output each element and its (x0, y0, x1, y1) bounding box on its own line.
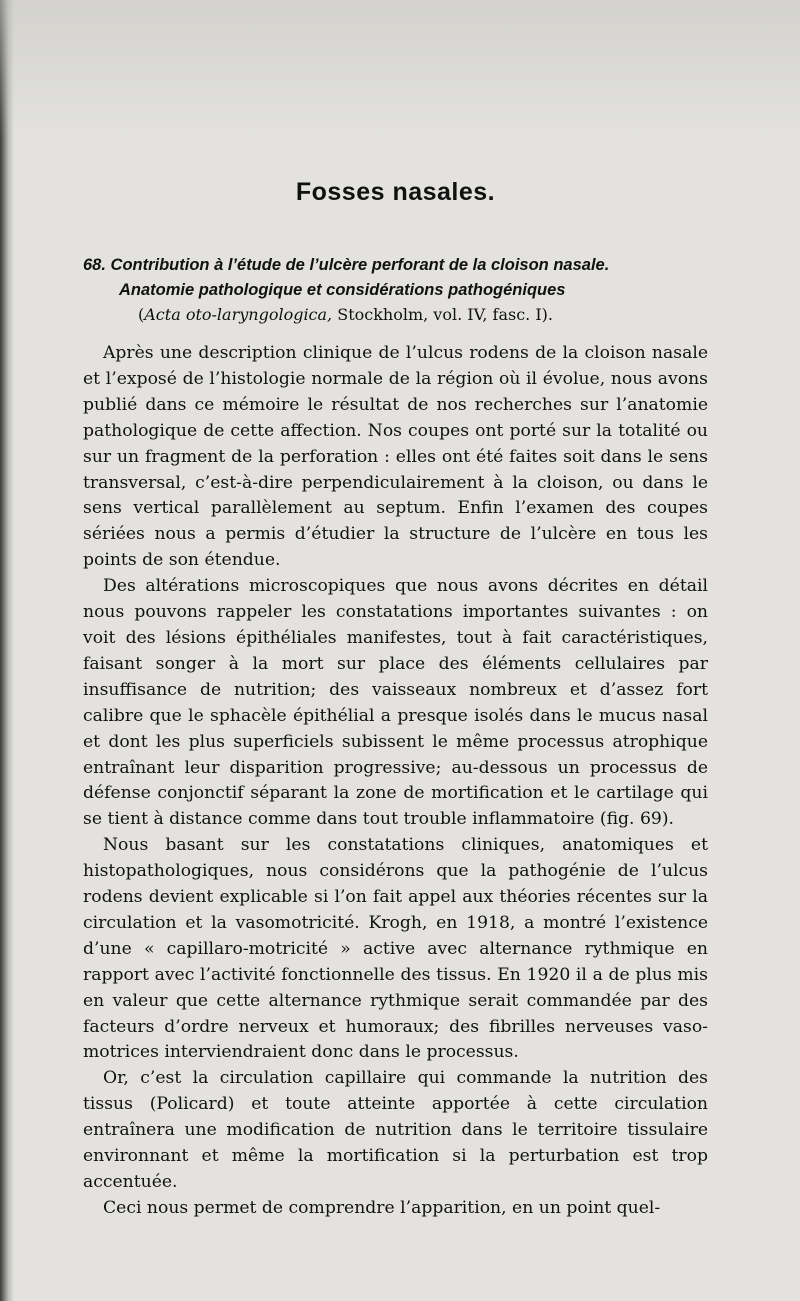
citation-details: Stockholm, vol. IV, fasc. I). (332, 305, 553, 324)
entry-title-line1: Contribution à l’étude de l’ulcère perforant de la cloison nasale. (110, 256, 610, 274)
paragraph-1: Après une description clinique de l’ulcus rodens de la cloison nasale et l’exposé de l’histologie normale de la région où il évolue, nous avons publié dans ce mémoire le résultat de nos recherches sur l’anatomie pathologique de cette affection. Nos coupes ont porté sur la totalité ou sur un fragment de la perforation : elles ont été faites soit dans le sens transversal, c’est-à-dire perpendiculairement à la cloison, ou dans le sens vertical parallèlement au septum. Enfin l’examen des coupes sériées nous a permis d’étudier la structure de l’ulcère en tous les points de son étendue. (83, 343, 708, 571)
entry-title-line2: Anatomie pathologique et considérations pathogéniques (119, 281, 566, 299)
paragraph-5: Ceci nous permet de comprendre l’apparition, en un point quel- (103, 1197, 661, 1218)
paragraph-3: Nous basant sur les constatations cliniques, anatomiques et histopathologiques, nous considérons que la pathogénie de l’ulcus rodens devient explicable si l’on fait appel aux théories récentes sur la circulation et la vasomotricité. Krogh, en 1918, a montré l’existence d’une « capillaro-motricité » active avec alternance rythmique en rapport avec l’activité fonctionnelle des tissus. En 1920 il a de plus mis en valeur que cette alternance rythmique serait commandée par des facteurs d’ordre nerveux et humoraux; des fibrilles nerveuses vaso-motrices interviendraient donc dans le processus. (83, 835, 708, 1063)
page-content (83, 178, 708, 1222)
section-title: Fosses nasales. (295, 178, 496, 206)
binding-shadow (0, 0, 14, 1301)
citation-open: ( (138, 305, 145, 324)
page-top-shade (0, 0, 800, 140)
citation-journal: Acta oto-laryngologica, (144, 305, 333, 324)
entry-heading (83, 253, 708, 303)
paragraph-2: Des altérations microscopiques que nous avons décrites en détail nous pouvons rappeler les constatations importantes suivantes : on voit des lésions épithéliales manifestes, tout à fait caractéristiques, faisant songer à la mort sur place des éléments cellulaires par insuffisance de nutrition; des vaisseaux nombreux et d’assez fort calibre que le sphacèle épithélial a presque isolés dans le mucus nasal et dont les plus superficiels subissent le même processus atrophique entraînant leur disparition progressive; au-dessous un processus de défense conjonctif séparant la zone de mortification et le cartilage qui se tient à distance comme dans tout trouble inflammatoire (fig. 69). (83, 576, 708, 830)
entry-citation (83, 303, 708, 327)
paragraph-4: Or, c’est la circulation capillaire qui commande la nutrition des tissus (Policard) et toute atteinte apportée à cette circulation entraînera une modification de nutrition dans le territoire tissulaire environnant et même la mortification si la perturbation est trop accentuée. (83, 1068, 708, 1192)
entry-number: 68. (83, 256, 106, 274)
